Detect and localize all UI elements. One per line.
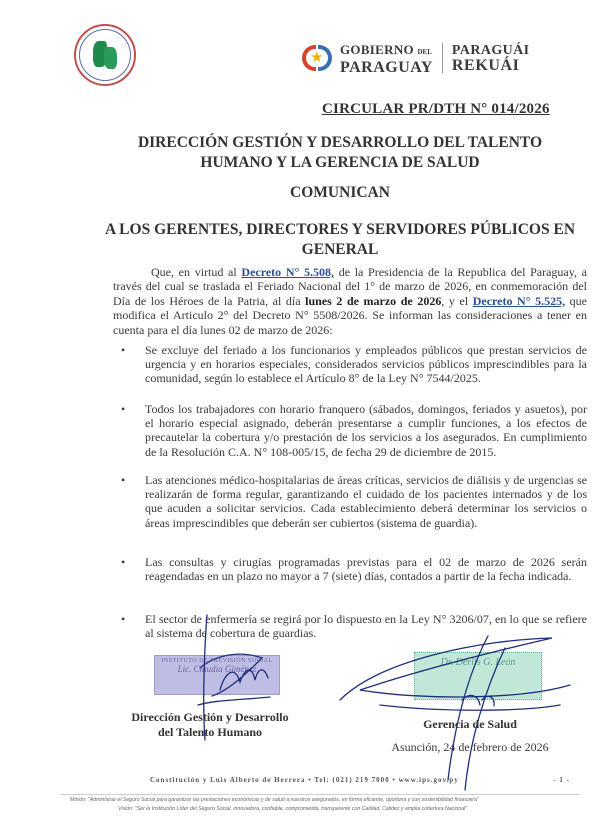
star-icon: ★	[310, 50, 324, 66]
bullet-list	[113, 473, 587, 530]
bullet-item	[113, 343, 587, 386]
intro-text-4: que modifica el Articulo 2° del Decreto N° 5508/2026. Se informan las consideraciones a tener en cuenta para el día lunes 02 de marzo de 2026:	[113, 293, 588, 337]
ips-seal-logo	[74, 24, 136, 86]
footer-divider	[60, 794, 580, 795]
right-official-stamp	[414, 652, 542, 700]
signatory-line1: Dirección Gestión y Desarrollo	[131, 710, 289, 724]
decree-5525-link[interactable]: Decreto N° 5.525,	[472, 293, 566, 308]
gov-line2: PARAGUAY	[340, 58, 433, 76]
stamp-name: Dr. Derlis G. León	[440, 657, 516, 668]
holiday-date: lunes 2 de marzo de 2026	[305, 293, 442, 308]
circular-number: CIRCULAR PR/DTH N° 014/2026	[322, 101, 550, 117]
bullet-text: Se excluye del feriado a los funcionarios y empleados públicos que prestan servicios de urgencia y en horarios especiales, considerados servicios públicos imprescindibles para la comunidad, según lo establece el Artículo 8° de la Ley N° 7544/2025.	[145, 343, 587, 386]
bullet-icon: •	[121, 343, 126, 357]
bullet-icon: •	[121, 473, 126, 487]
logo-divider	[442, 43, 443, 73]
stamp-institution: INSTITUTO DE PREVISIÓN SOCIAL	[161, 658, 273, 664]
intro-paragraph	[113, 265, 587, 337]
paraguay-emblem-icon	[302, 43, 332, 73]
bullet-list	[113, 555, 587, 583]
bullet-text: Las atenciones médico-hospitalarias de áreas críticas, servicios de diálisis y de urgencias se realizarán de forma regular, garantizando el cuidado de los pacientes internados y de los que acuden a solicitar servicios. Cada establecimiento deberá determinar los servicios o áreas imprescindibles que deberán ser cubiertos (sistema de guardia).	[145, 473, 587, 530]
bullet-icon: •	[121, 555, 126, 569]
vision-statement: Visión: "Ser la Institución Líder del Seguro Social, innovadora, confiable, comprometida, transparente con Calidad, Calidez y amplia cobertura Nacional"	[118, 806, 468, 812]
intro-text-2: de la Presidencia de la Republica del Paraguay, a través del cual se traslada el Feriado Nacional del 1° de marzo de 2026, en conmemoración del Día de los Héroes de la Patria, al día	[113, 265, 587, 308]
signatory-health-management: Gerencia de Salud	[423, 717, 517, 731]
bullet-icon: •	[121, 612, 126, 626]
slogan-line2: REKUÁI	[451, 57, 520, 74]
gov-line1: GOBIERNO	[340, 41, 414, 57]
decree-5508-link[interactable]: Decreto N° 5.508,	[241, 265, 334, 279]
signatory-line2: del Talento Humano	[157, 725, 263, 739]
mission-statement: Misión: "Administrar el Seguro Social para garantizar las prestaciones económicas y de salud a nuestros asegurados, en forma eficiente, oportuna y con sostenibilidad financiera"	[70, 797, 479, 803]
left-official-stamp	[154, 655, 280, 695]
footer-address	[150, 776, 580, 784]
government-name	[340, 42, 433, 75]
seal-ring	[79, 29, 131, 81]
gov-line1-small: DEL	[417, 47, 432, 56]
bullet-text: Las consultas y cirugías programadas previstas para el 02 de marzo de 2026 serán reagendadas en un plazo no mayor a 7 (siete) días, contados a partir de la fecha indicada.	[145, 555, 587, 584]
bullet-item	[113, 473, 587, 530]
issuers-heading: DIRECCIÓN GESTIÓN Y DESARROLLO DEL TALENTO HUMANO Y LA GERENCIA DE SALUD	[137, 134, 543, 171]
bullet-icon: •	[121, 402, 126, 416]
government-logo	[302, 40, 530, 76]
seal-emblem-icon	[87, 37, 123, 73]
addressees-heading: A LOS GERENTES, DIRECTORES Y SERVIDORES PÚBLICOS EN GENERAL	[104, 221, 576, 258]
government-slogan	[452, 43, 530, 73]
bullet-item	[113, 402, 587, 459]
action-heading: COMUNICAN	[290, 184, 390, 201]
bullet-text: El sector de enfermería se regirá por lo dispuesto en la Ley N° 3206/07, en lo que se refiere al sistema de cobertura de guardias.	[145, 612, 587, 641]
intro-text-1: Que, en virtud al	[151, 265, 242, 279]
bullet-list	[113, 402, 587, 459]
stamp-name: Lic. Claudia Giménez	[177, 664, 257, 674]
signatory-talent-direction	[120, 710, 300, 740]
page-number: - 1 -	[553, 776, 570, 784]
address-text: Constitución y Luis Alberto de Herrera • Tel: (021) 219 7000 • www.ips.gov.py	[150, 776, 459, 784]
slogan-line1: PARAGUÁI	[451, 43, 530, 58]
intro-text-3: , y el	[441, 293, 473, 308]
bullet-item	[113, 555, 587, 583]
place-and-date: Asunción, 24 de febrero de 2026	[391, 740, 549, 754]
bullet-list	[113, 343, 587, 386]
bullet-list	[113, 612, 587, 640]
bullet-item	[113, 612, 587, 640]
bullet-text: Todos los trabajadores con horario franquero (sábados, domingos, feriados y asuetos), por el horario especial asignado, deberán presentarse a cumplir funciones, a los efectos de precautelar la cobertura y/o prestación de los servicios a los asegurados. En cumplimiento de la Resolución C.A. N° 108-005/15, de fecha 29 de diciembre de 2015.	[145, 402, 587, 459]
